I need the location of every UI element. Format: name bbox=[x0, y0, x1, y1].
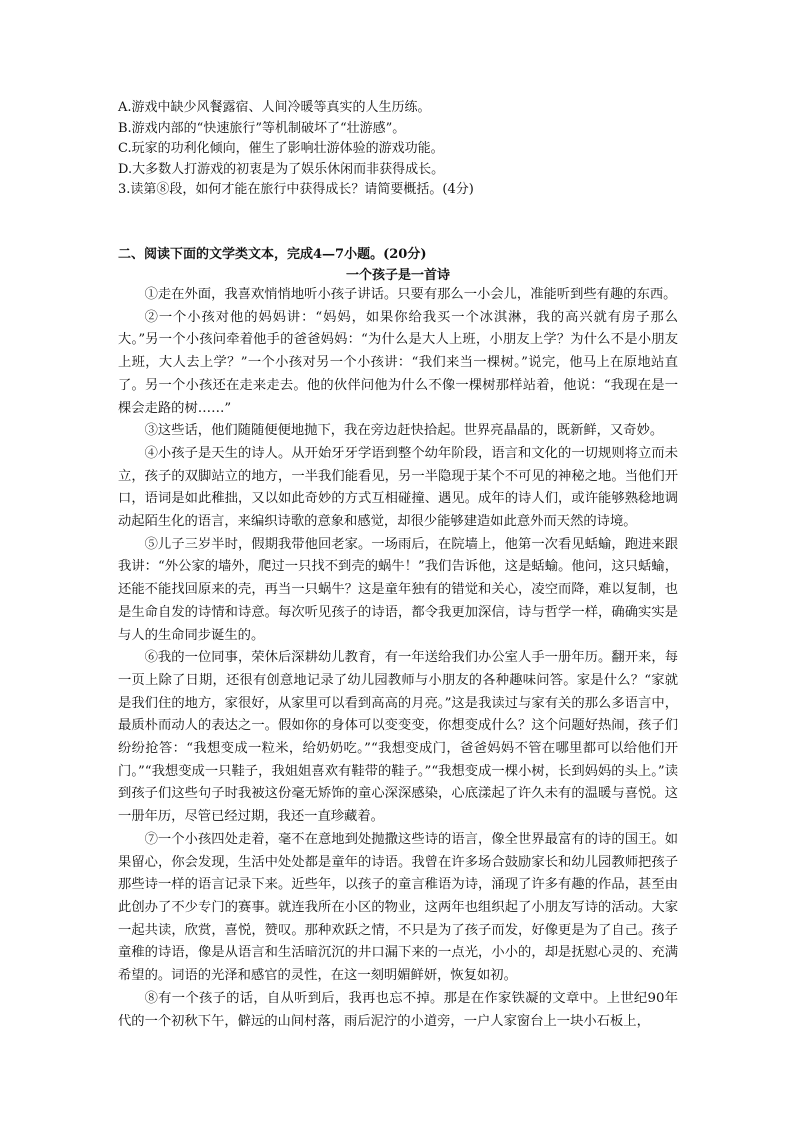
paragraph-2: ②一个小孩对他的妈妈讲：“妈妈，如果你给我买一个冰淇淋，我的高兴就有房子那么大。”另一个小孩问牵着他手的爸爸妈妈：“为什么是大人上班，小朋友上学？为什么不是小朋友上班，大人去上学？”一个小孩对另一个小孩讲：“我们来当一棵树。”说完，他马上在原地站直了。另一个小孩还在走来走去。他的伙伴问他为什么不像一棵树那样站着，他说：“我现在是一棵会走路的树……” bbox=[118, 309, 678, 416]
choice-a: A.游戏中缺少风餐露宿、人间冷暖等真实的人生历练。 bbox=[118, 100, 431, 115]
paragraph-7: ⑦一个小孩四处走着，毫不在意地到处抛撒这些诗的语言，像全世界最富有的诗的国王。如果留心，你会发现，生活中处处都是童年的诗语。我曾在许多场合鼓励家长和幼儿园教师把孩子那些诗一样的语言记录下来。近些年，以孩子的童言稚语为诗，涌现了许多有趣的作品，甚至由此创办了不少专门的赛事。就连我所在小区的物业，这两年也组织起了小朋友写诗的活动。大家一起共读，欣赏，喜悦，赞叹。那种欢跃之情，不只是为了孩子而发，好像更是为了自己。孩子童稚的诗语，像是从语言和生活暗沉沉的井口漏下来的一点光，小小的，却是抚慰心灵的、充满希望的。词语的光泽和感官的灵性，在这一刻明媚鲜妍，恢复如初。 bbox=[118, 831, 678, 984]
paragraph-4: ④小孩子是天生的诗人。从开始牙牙学语到整个幼年阶段，语言和文化的一切规则将立而未立，孩子的双脚站立的地方，一半我们能看见，另一半隐现于某个不可见的神秘之地。当他们开口，语词是如此稚拙，又以如此奇妙的方式互相碰撞、遇见。成年的诗人们，或许能够熟稔地调动起陌生化的语言，来编织诗歌的意象和感觉，却很少能够建造如此意外而天然的诗境。 bbox=[118, 445, 678, 530]
section-heading: 二、阅读下面的文学类文本，完成4—7小题。(20分) bbox=[118, 247, 427, 262]
choice-list bbox=[118, 98, 678, 201]
paragraph-3: ③这些话，他们随随便便地抛下，我在旁边赶快拾起。世界亮晶晶的，既新鲜，又奇妙。 bbox=[144, 423, 664, 439]
article-title: 一个孩子是一首诗 bbox=[345, 268, 450, 283]
choice-d: D.大多数人打游戏的初衷是为了娱乐休闲而非获得成长。 bbox=[118, 161, 445, 177]
paragraph-1: ①走在外面，我喜欢悄悄地听小孩子讲话。只要有那么一小会儿，准能听到些有趣的东西。 bbox=[144, 287, 677, 302]
choice-c: C.玩家的功利化倾向，催生了影响壮游体验的游戏功能。 bbox=[118, 141, 444, 157]
choice-b: B.游戏内部的“快速旅行”等机制破坏了“壮游感”。 bbox=[118, 120, 406, 136]
paragraph-8: ⑧有一个孩子的话，自从听到后，我再也忘不掉。那是在作家铁凝的文章中。上世纪90年代的一个初秋下午，僻远的山间村落，雨后泥泞的小道旁，一户人家窗台上一块小石板上， bbox=[118, 990, 678, 1029]
question-3: 3.读第⑧段，如何才能在旅行中获得成长？请简要概括。(4分) bbox=[118, 182, 474, 198]
article-body bbox=[118, 284, 678, 1033]
paragraph-6: ⑥我的一位同事，荣休后深耕幼儿教育，有一年送给我们办公室人手一册年历。翻开来，每一页上除了日期，还很有创意地记录了幼儿园教师与小朋友的各种趣味问答。家是什么？“家就是我们住的地方，家很好，从家里可以看到高高的月亮。”这是我读过与家有关的那么多语言中，最质朴而动人的表达之一。假如你的身体可以变变变，你想变成什么？这个问题好热闹，孩子们纷纷抢答：“我想变成一粒米，给奶奶吃。”“我想变成门，爸爸妈妈不管在哪里都可以给他们开门。”“我想变成一只鞋子，我姐姐喜欢有鞋带的鞋子。”“我想变成一棵小树，长到妈妈的头上。”读到孩子们这些句子时我被这份毫无矫饰的童心深深感染，心底漾起了许久未有的温暖与喜悦。这一册年历，尽管已经过期，我还一直珍藏着。 bbox=[118, 650, 678, 825]
paragraph-5: ⑤儿子三岁半时，假期我带他回老家。一场雨后，在院墙上，他第一次看见蛞蝓，跑进来跟我讲：“外公家的墙外，爬过一只找不到壳的蜗牛！”我们告诉他，这是蛞蝓。他问，这只蛞蝓，还能不能找回原来的壳，再当一只蜗牛？这是童年独有的错觉和关心，凌空而降，难以复制，也是生命自发的诗情和诗意。每次听见孩子的诗语，都令我更加深信，诗与哲学一样，确确实实是与人的生命同步诞生的。 bbox=[118, 536, 678, 643]
